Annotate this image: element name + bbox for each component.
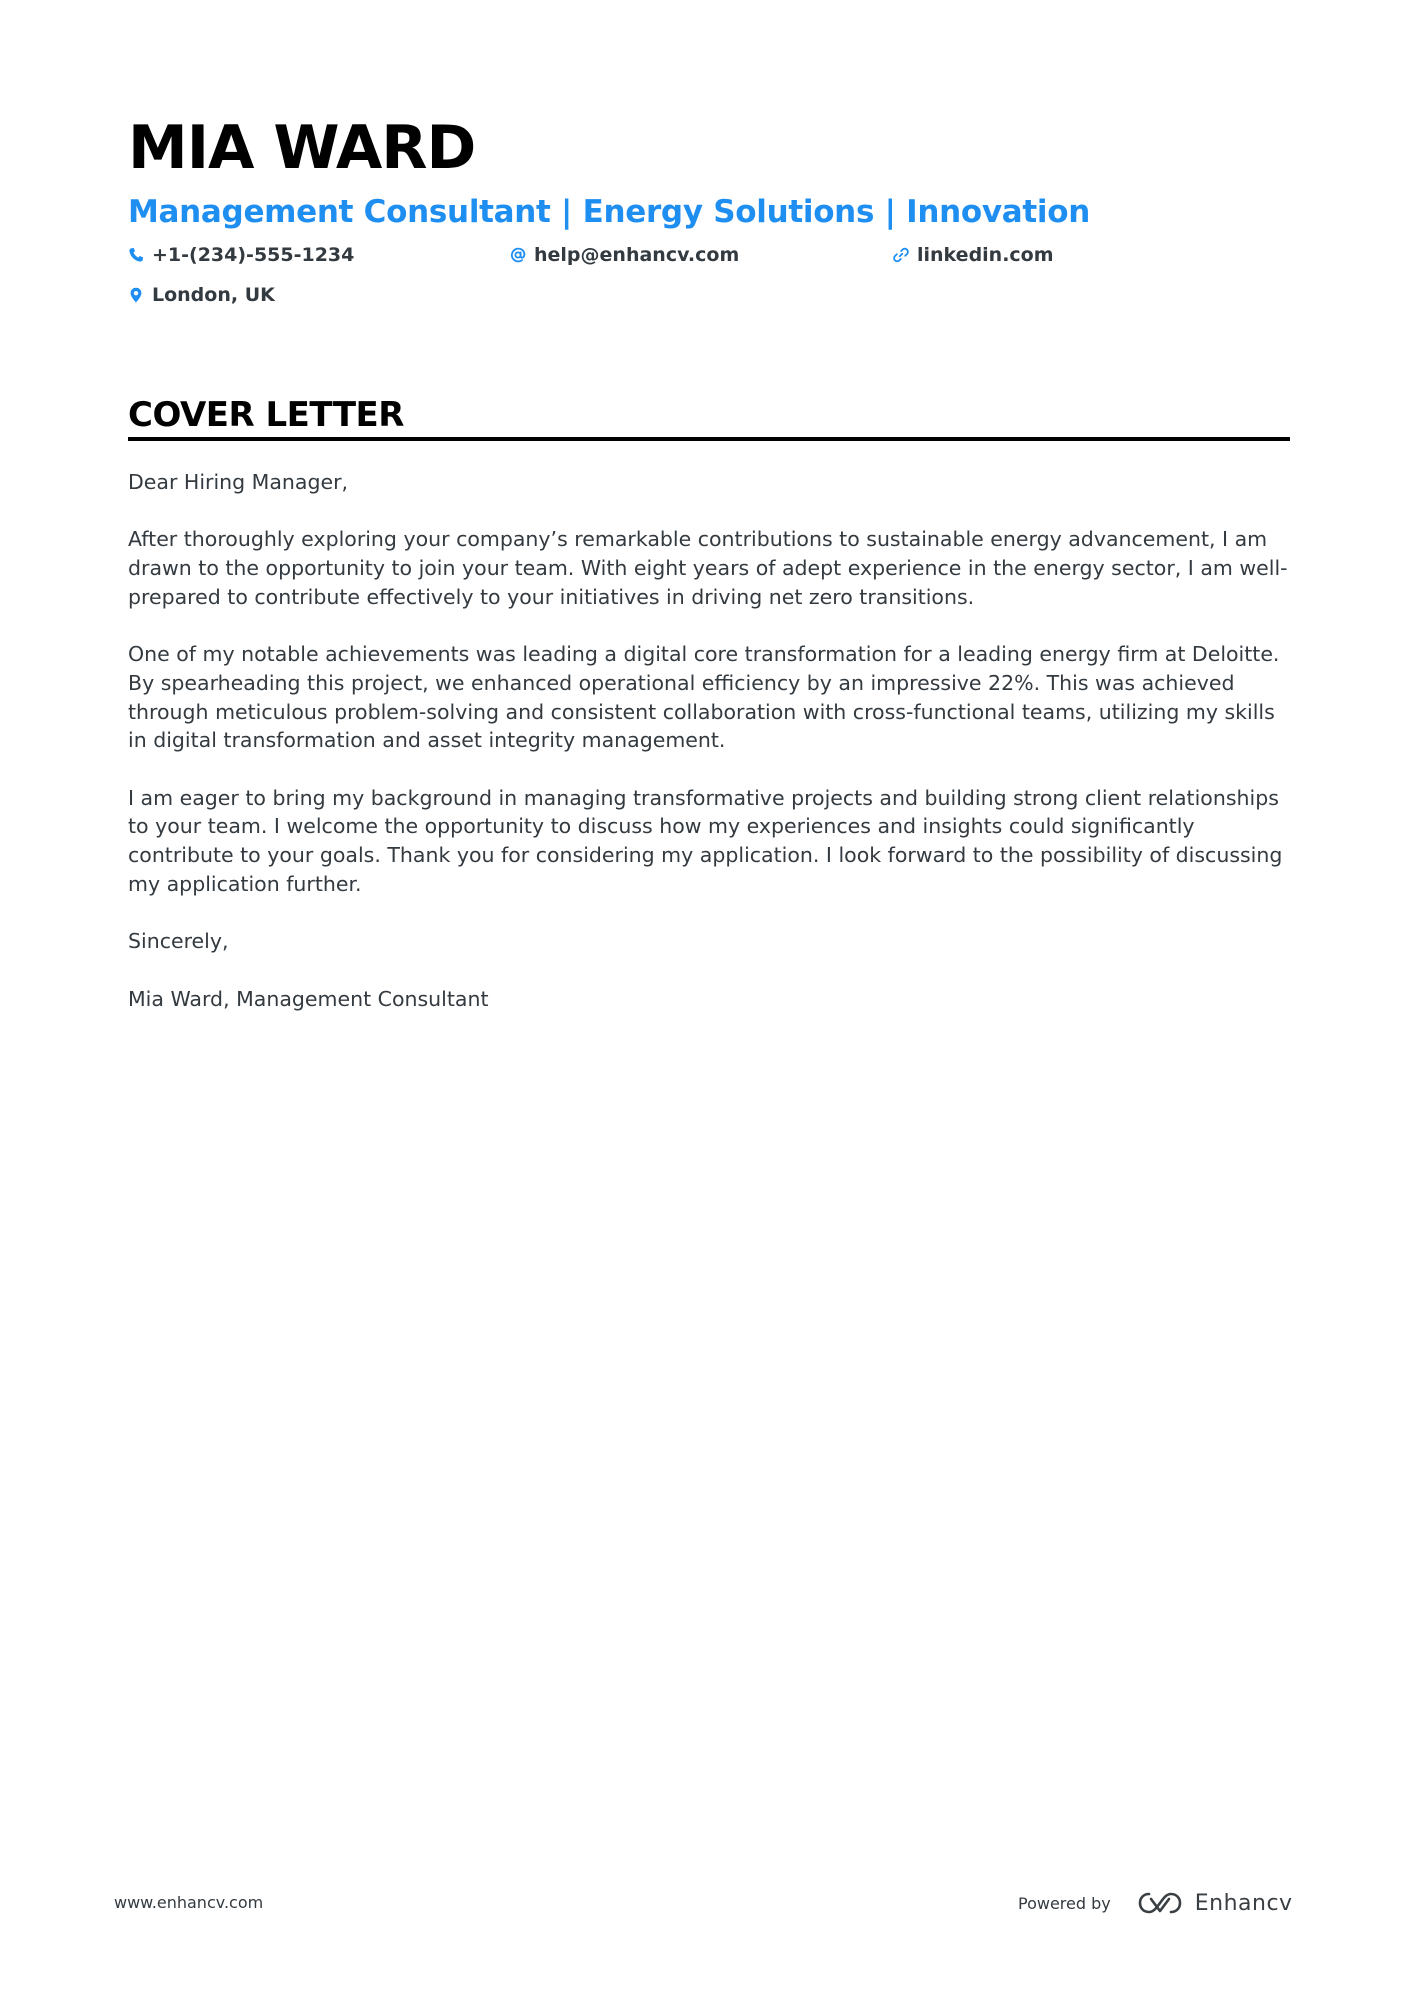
contact-linkedin[interactable]: [893, 242, 1054, 268]
footer-website[interactable]: www.enhancv.com: [114, 1893, 264, 1912]
letter-paragraph: After thoroughly exploring your company’s remarkable contributions to sustainable energy advancement, I am drawn to the opportunity to join your team. With eight years of adept experience in the energy sector, I am well-prepared to contribute effectively to your initiatives in driving net zero transitions.: [128, 527, 1288, 609]
letter-paragraph: One of my notable achievements was leading a digital core transformation for a leading energy firm at Deloitte. By spearheading this project, we enhanced operational efficiency by an impressive 22%. This was achieved through meticulous problem-solving and consistent collaboration with cross-functional teams, utilizing my skills in digital transformation and asset integrity management.: [128, 642, 1280, 753]
enhancv-brand-text: Enhancv: [1194, 1890, 1293, 1916]
enhancv-logo-icon: [1137, 1890, 1183, 1916]
link-icon: [893, 247, 909, 263]
letter-body: [128, 468, 1290, 1042]
at-icon: [510, 247, 526, 263]
section-divider: [128, 437, 1290, 441]
linkedin-text[interactable]: linkedin.com: [917, 244, 1054, 266]
map-pin-icon: [128, 287, 144, 303]
candidate-name: MIA WARD: [128, 113, 476, 183]
contact-phone: [128, 242, 354, 268]
powered-by-label: Powered by: [1018, 1893, 1111, 1913]
candidate-headline: Management Consultant | Energy Solutions | Innovation: [128, 194, 1091, 230]
letter-closing: Sincerely,: [128, 929, 229, 954]
section-title: COVER LETTER: [128, 395, 404, 435]
phone-icon: [128, 247, 144, 263]
phone-text: +1-(234)-555-1234: [152, 244, 355, 266]
email-text[interactable]: help@enhancv.com: [534, 244, 740, 266]
contact-email[interactable]: [510, 242, 739, 268]
letter-greeting: Dear Hiring Manager,: [128, 470, 349, 494]
footer-branding[interactable]: [1018, 1886, 1293, 1920]
letter-signature: Mia Ward, Management Consultant: [128, 986, 489, 1011]
contact-location: [128, 282, 275, 308]
letter-paragraph: I am eager to bring my background in managing transformative projects and building strong client relationships to your team. I welcome the opportunity to discuss how my experiences and insights could significantly contribute to your goals. Thank you for considering my application. I look forward to the possibility of discussing my application further.: [128, 785, 1283, 896]
location-text: London, UK: [152, 284, 275, 306]
